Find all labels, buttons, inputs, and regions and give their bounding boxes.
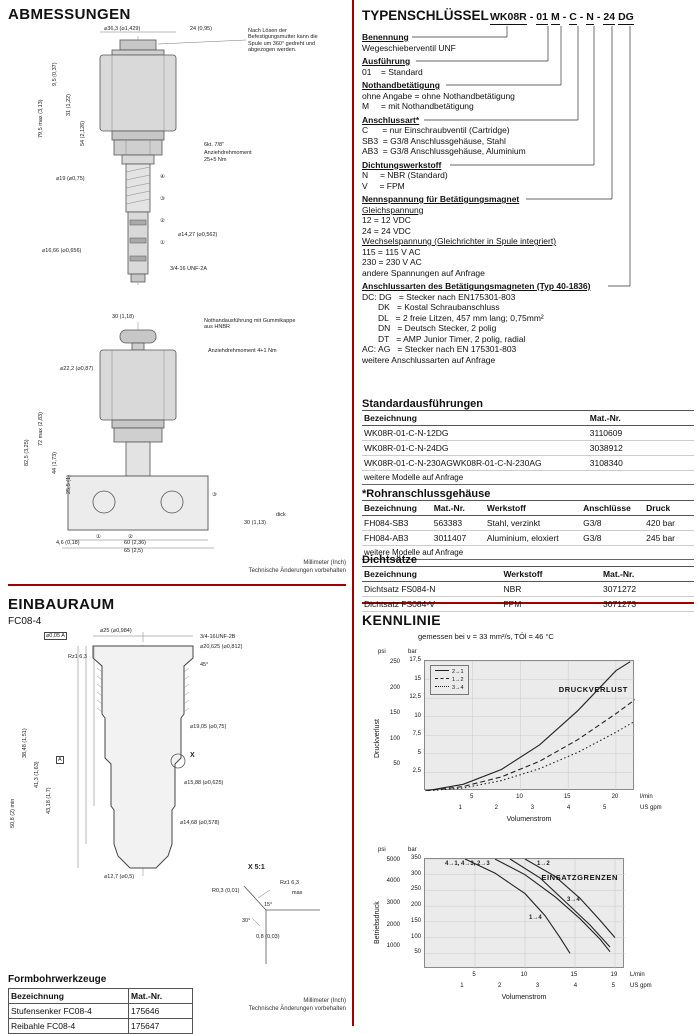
cell-matnr: 175646 — [129, 1004, 193, 1019]
einbauraum-title: EINBAURAUM — [8, 596, 115, 613]
dimension-label: X 5:1 — [248, 864, 265, 871]
dimension-label: 3/4-16 UNF-2A — [170, 266, 207, 272]
dimension-label: ③ — [160, 196, 165, 202]
chart-title: EINSATZGRENZEN — [541, 873, 618, 882]
table-footnote: weitere Modelle auf Anfrage — [362, 546, 694, 560]
dimension-label: Nach Lösen der Befestigungsmutter kann die Spule um 360° gedreht und abgezogen werden. — [248, 28, 318, 53]
tick-label: 4 — [573, 983, 578, 989]
cell-bezeichnung: Dichtsatz FS084-N — [362, 582, 501, 597]
table-row — [362, 456, 694, 471]
ts-line: DT = AMP Junior Timer, 2 polig, radial — [378, 333, 526, 344]
units-footnote — [249, 998, 346, 1014]
dimension-label: 44 (1,73) — [52, 451, 58, 474]
ts-line: 01 = Standard — [362, 66, 423, 77]
ts-line: 12 = 12 VDC — [362, 215, 411, 225]
ts-section-ausfuehrung — [362, 56, 662, 77]
ts-line: M = mit Nothandbetätigung — [362, 101, 474, 111]
tick-label: 200 — [389, 684, 400, 691]
dicht-table — [362, 566, 694, 612]
chart-druckverlust — [370, 646, 686, 838]
tick-label: 250 — [389, 658, 400, 665]
type-code-token: 24 — [603, 11, 616, 23]
type-code-token: DG — [618, 11, 634, 23]
cell-druck: 245 bar — [644, 531, 694, 546]
cell-werkstoff: Stahl, verzinkt — [485, 516, 581, 531]
dimension-label: ⌀16,66 (⌀0,656) — [42, 248, 82, 254]
ts-line: DN = Deutsch Stecker, 2 polig — [378, 323, 497, 333]
y-unit-bar: bar — [408, 649, 417, 655]
ts-section-nennspannung — [362, 194, 662, 278]
dimension-label: Nothandausführung mit Gummikappe aus HNBR — [204, 318, 296, 331]
tick-label: 150 — [389, 710, 400, 717]
column-header: Mat.-Nr. — [601, 567, 694, 582]
cell-anschluesse: G3/8 — [581, 531, 644, 546]
ts-section-anschlussart — [362, 115, 662, 157]
tick-label: 12,5 — [409, 694, 421, 701]
cell-matnr: 563383 — [432, 516, 485, 531]
cell-matnr: 3110609 — [588, 426, 694, 441]
ts-section-nothandbetaetigung — [362, 80, 662, 112]
ts-section-benennung — [362, 32, 662, 53]
kennlinie-title: KENNLINIE — [362, 612, 442, 628]
dimension-label: 24 (0,95) — [190, 26, 213, 32]
cell-werkstoff: FPM — [501, 597, 601, 612]
legend-label: 3→4 — [452, 685, 464, 691]
dimension-label: Rz1 6,3 — [280, 880, 299, 886]
ts-line: DC: DG = Stecker nach EN175301-803 — [362, 291, 516, 302]
tick-label: 200 — [410, 902, 421, 909]
ts-line: AB3 = G3/8 Anschlussgehäuse, Aluminium — [362, 146, 526, 156]
cell-matnr: 3108340 — [588, 456, 694, 471]
cell-bezeichnung: WK08R-01-C-N-24DG — [362, 441, 588, 456]
column-header: Druck — [644, 501, 694, 516]
ts-line: andere Spannungen auf Anfrage — [362, 267, 485, 278]
cavity-drawing-panel — [8, 628, 342, 972]
typenschluessel-title: TYPENSCHLÜSSEL — [362, 8, 489, 23]
footnote-line: Technische Änderungen vorbehalten — [248, 567, 346, 574]
tick-label: 50 — [393, 761, 400, 768]
cell-matnr: 3071273 — [601, 597, 694, 612]
x-ticks-gpm — [424, 805, 634, 813]
type-code-token: - — [562, 11, 567, 23]
table-row — [9, 1019, 193, 1034]
dimension-label: 72 max (2,83) — [38, 412, 44, 446]
tick-label: 2,5 — [412, 768, 421, 775]
tick-label: 350 — [410, 855, 421, 861]
column-header: Bezeichnung — [362, 501, 432, 516]
column-header: Werkstoff — [485, 501, 581, 516]
dimension-label: 30 (1,18) — [112, 314, 135, 320]
dimension-label: 4,6 (0,18) — [56, 540, 80, 546]
cell-bezeichnung: FH084-AB3 — [362, 531, 432, 546]
tick-label: 2 — [494, 805, 498, 811]
column-header: Bezeichnung — [362, 567, 501, 582]
dicht-title: Dichtsätze — [362, 554, 418, 566]
column-header: Anschlüsse — [581, 501, 644, 516]
dimension-label: 30 (1,13) — [244, 520, 267, 526]
x-unit-lmin: L/min — [630, 972, 645, 978]
dimension-label: ⌀19,05 (⌀0,75) — [190, 724, 227, 730]
dimension-label: 3/4-16UNF-2B — [200, 634, 236, 640]
tick-label: 5 — [603, 805, 607, 811]
rohranschlussgehaeuse-block — [362, 488, 694, 560]
chart-annotation: 1→4 — [529, 915, 542, 921]
tick-label: 10 — [414, 712, 421, 719]
type-code-token: - — [529, 11, 534, 23]
ts-heading: Nennspannung für Betätigungsmagnet — [362, 194, 520, 204]
x-ticks-lmin — [424, 794, 634, 802]
table-row — [362, 441, 694, 456]
ts-line: C = nur Einschraubventil (Cartridge) — [362, 125, 510, 135]
cell-bezeichnung: FH084-SB3 — [362, 516, 432, 531]
dimension-label: ⌀15,88 (⌀0,625) — [184, 780, 224, 786]
column-header: Bezeichnung — [362, 411, 588, 426]
dimension-label: 25,5 (1) — [66, 475, 72, 494]
abmessungen-title: ABMESSUNGEN — [8, 6, 131, 23]
dimension-label: ① — [160, 240, 165, 246]
y-unit-psi: psi — [378, 649, 386, 655]
ts-line: Wechselspannung (Gleichrichter in Spule integriert) — [362, 236, 557, 246]
x-unit-lmin: l/min — [640, 794, 653, 800]
cell-bezeichnung: Stufensenker FC08-4 — [9, 1004, 129, 1019]
dimension-label: ① — [96, 534, 101, 540]
table-footnote: weitere Modelle auf Anfrage — [362, 471, 694, 485]
ts-line: V = FPM — [362, 180, 405, 191]
dimension-drawing-panel — [8, 26, 342, 558]
column-divider — [352, 0, 354, 1026]
tick-label: 4 — [566, 805, 571, 811]
ts-section-dichtungswerkstoff — [362, 160, 662, 192]
table-row — [362, 426, 694, 441]
ts-line: N = NBR (Standard) — [362, 170, 448, 180]
ts-heading: Benennung — [362, 32, 409, 42]
dimension-label: 43,18 (1,7) — [46, 787, 52, 814]
ts-line: 115 = 115 V AC — [362, 246, 421, 257]
table-row — [9, 1004, 193, 1019]
type-code-token: C — [569, 11, 577, 23]
y-ticks-bar — [404, 855, 421, 968]
dimension-label: 15° — [264, 902, 273, 908]
cell-bezeichnung: Dichtsatz FS084-V — [362, 597, 501, 612]
table-row — [362, 531, 694, 546]
cell-matnr: 3038912 — [588, 441, 694, 456]
ts-line: weitere Anschlussarten auf Anfrage — [362, 354, 496, 365]
dimension-label: 9,5 (0,37) — [52, 62, 58, 86]
tick-label: 100 — [410, 933, 421, 940]
standardausfuehrungen-block — [362, 398, 694, 485]
tick-label: 15 — [414, 675, 421, 682]
chart-annotations — [425, 859, 623, 967]
column-header: Werkstoff — [501, 567, 601, 582]
ts-line: SB3 = G3/8 Anschlussgehäuse, Stahl — [362, 135, 506, 146]
column-header: Mat.-Nr. — [588, 411, 694, 426]
table-header-row — [9, 989, 193, 1004]
dimension-label: ④ — [160, 174, 165, 180]
plot-area — [424, 858, 624, 968]
dimension-label: 65 (2,5) — [124, 548, 143, 554]
dimension-label: ⌀0,05 A — [46, 633, 65, 639]
x-axis-label: Volumenstrom — [506, 816, 552, 823]
cell-bezeichnung: WK08R-01-C-N-12DG — [362, 426, 588, 441]
footnote-line: Technische Änderungen vorbehalten — [248, 1005, 346, 1012]
table-header-row — [362, 411, 694, 426]
cell-werkstoff: NBR — [501, 582, 601, 597]
y-unit-psi: psi — [378, 847, 386, 853]
chart-title: DRUCKVERLUST — [558, 685, 628, 694]
dimension-label: Anziehdrehmoment 4+1 Nm — [208, 348, 277, 354]
dimension-label: ⌀12,7 (⌀0,5) — [104, 874, 135, 880]
y-axis-label: Betriebsdruck — [374, 901, 381, 944]
x-unit-gpm: US gpm — [640, 805, 662, 811]
column-header: Mat.-Nr. — [432, 501, 485, 516]
chart-annotations — [425, 661, 633, 789]
formbohr-title: Formbohrwerkzeuge — [8, 974, 107, 985]
x-unit-gpm: US gpm — [630, 983, 652, 989]
tick-label: 19 — [610, 972, 618, 978]
ts-heading: Anschlussart* — [362, 114, 420, 125]
rohr-table — [362, 500, 694, 546]
standard-title: Standardausführungen — [362, 398, 484, 410]
dimension-label: max — [292, 890, 303, 896]
dimension-label: 45° — [200, 662, 209, 668]
dimension-label: 25+5 Nm — [204, 157, 227, 163]
cell-anschluesse: G3/8 — [581, 516, 644, 531]
measurement-conditions: gemessen bei ν = 33 mm²/s, TÖl = 46 °C — [418, 632, 554, 641]
tick-label: 5 — [611, 983, 615, 989]
dimension-label: 82,5 (3,25) — [24, 439, 30, 466]
cell-matnr: 3011407 — [432, 531, 485, 546]
y-axis-label: Druckverlust — [374, 719, 381, 758]
tick-label: 4000 — [386, 878, 400, 885]
dimension-label: X — [190, 752, 195, 759]
type-code-token: - — [579, 11, 584, 23]
x-ticks-gpm — [424, 983, 624, 991]
typenschluessel-block — [362, 32, 662, 368]
ts-line: 230 = 230 V AC — [362, 257, 422, 267]
dimension-label: ⌀36,3 (⌀1,429) — [104, 26, 141, 32]
tick-label: 1000 — [386, 943, 400, 950]
type-code-token: 01 — [536, 11, 548, 23]
column-header: Bezeichnung — [9, 989, 129, 1004]
ts-line: Gleichspannung — [362, 204, 424, 215]
cell-matnr: 175647 — [129, 1019, 193, 1034]
left-column — [8, 6, 346, 1031]
table-row — [362, 516, 694, 531]
dimension-label: ⌀25 (⌀0,984) — [100, 628, 132, 634]
cell-werkstoff: Aluminium, eloxiert — [485, 531, 581, 546]
tick-label: 2 — [498, 983, 502, 989]
footnote-line: Millimeter (Inch) — [303, 998, 346, 1004]
tick-label: 20 — [611, 794, 619, 800]
footnote-line: Millimeter (Inch) — [303, 560, 346, 566]
ts-section-anschlussarten-magnet — [362, 281, 662, 365]
units-footnote — [249, 560, 346, 576]
dichtsaetze-block — [362, 554, 694, 612]
y-unit-bar: bar — [408, 847, 417, 853]
y-ticks-psi — [376, 660, 400, 790]
dimension-label: ⌀22,2 (⌀0,87) — [60, 366, 94, 372]
dimension-label: 6kt. 7/8" — [204, 142, 224, 148]
x-axis-label: Volumenstrom — [501, 994, 547, 1001]
tick-label: 150 — [410, 917, 421, 924]
ts-line: AC: AG = Stecker nach EN 175301-803 — [362, 344, 517, 354]
ts-heading: Nothandbetätigung — [362, 80, 440, 90]
table-header-row — [362, 567, 694, 582]
tick-label: 3 — [530, 805, 535, 811]
dimension-label: ⌀14,27 (⌀0,562) — [178, 232, 218, 238]
cell-matnr: 3071272 — [601, 582, 694, 597]
tick-label: 15 — [570, 972, 578, 978]
dimension-label: 79,5 max (3,13) — [38, 99, 44, 138]
chart-einsatzgrenzen — [370, 844, 686, 1009]
tick-label: 300 — [410, 870, 421, 877]
right-column — [362, 6, 694, 1022]
tick-label: 2000 — [386, 921, 400, 928]
dimension-label: dick — [276, 512, 286, 518]
tick-label: 5 — [470, 794, 474, 800]
ts-line: ohne Angabe = ohne Nothandbetätigung — [362, 90, 515, 101]
valve-dimension-drawing — [8, 26, 338, 558]
dimension-label: Anziehdrehmoment — [204, 150, 252, 156]
cavity-drawing — [8, 628, 338, 972]
tick-label: 100 — [389, 735, 400, 742]
dimension-label: ⌀19 (⌀0,75) — [56, 176, 85, 182]
tick-label: 10 — [520, 972, 528, 978]
type-code-token: M — [550, 11, 560, 23]
tick-label: 50 — [414, 949, 421, 956]
tick-label: 5 — [472, 972, 476, 978]
chart-annotation: 3→4 — [567, 897, 580, 903]
type-code — [490, 11, 637, 25]
tick-label: 5 — [417, 749, 421, 756]
y-ticks-bar — [404, 657, 421, 790]
plot-area — [424, 660, 634, 790]
tick-label: 10 — [516, 794, 523, 800]
chart-annotation: 4→1, 4→3, 2→3 — [445, 861, 490, 867]
tick-label: 17,5 — [409, 657, 421, 663]
table-row — [362, 582, 694, 597]
dimension-label: 0,8 (0,03) — [256, 934, 280, 940]
tick-label: 1 — [460, 983, 464, 989]
legend-label: 1→2 — [452, 677, 464, 683]
dimension-label: 50,8 (2) min — [10, 798, 16, 828]
tick-label: 7,5 — [412, 731, 421, 738]
dimension-label: ③ — [212, 492, 217, 498]
type-code-token: - — [596, 11, 601, 23]
cell-bezeichnung: WK08R-01-C-N-230AGWK08R-01-C-N-230AG — [362, 456, 588, 471]
ts-heading: Anschlussarten des Betätigungsmagneten (Typ 40-1836) — [362, 281, 591, 291]
ts-line: Wegeschieberventil UNF — [362, 42, 456, 53]
table-row — [362, 597, 694, 612]
standard-table — [362, 410, 694, 471]
cell-druck: 420 bar — [644, 516, 694, 531]
ts-heading: Ausführung — [362, 56, 411, 66]
type-code-token: WK08R — [490, 11, 527, 23]
ts-heading: Dichtungswerkstoff — [362, 159, 442, 170]
tick-label: 15 — [563, 794, 571, 800]
tick-label: 250 — [410, 886, 421, 893]
dimension-label: R0,3 (0,01) — [212, 888, 240, 894]
einbauraum-subtitle: FC08-4 — [8, 616, 42, 627]
tick-label: 1 — [458, 805, 462, 811]
dimension-label: 60 (2,36) — [124, 540, 147, 546]
dimension-label: 31 (1,22) — [66, 93, 72, 116]
dimension-label: ② — [128, 534, 133, 540]
table-header-row — [362, 501, 694, 516]
ts-line: 24 = 24 VDC — [362, 225, 411, 236]
dimension-label: 54 (2,126) — [80, 120, 86, 146]
dimension-label: ⌀20,625 (⌀0,812) — [200, 644, 243, 650]
y-ticks-psi — [376, 858, 400, 968]
ts-line: DL = 2 freie Litzen, 457 mm lang; 0,75mm² — [378, 312, 544, 323]
type-code-token: N — [586, 11, 594, 23]
tick-label: 3 — [535, 983, 540, 989]
tick-label: 5000 — [386, 856, 400, 863]
chart-annotation: 1→2 — [537, 861, 550, 867]
x-ticks-lmin — [424, 972, 624, 980]
rohr-title: *Rohranschlussgehäuse — [362, 488, 491, 500]
cell-bezeichnung: Reibahle FC08-4 — [9, 1019, 129, 1034]
dimension-label: 30° — [242, 918, 251, 924]
dimension-label: A — [58, 757, 62, 763]
formbohr-table — [8, 988, 193, 1034]
legend-label: 2→1 — [452, 669, 464, 675]
dimension-label: 38,48 (1,51) — [22, 728, 28, 758]
dimension-label: ② — [160, 218, 165, 224]
dimension-label: Rz1 6,3 — [68, 654, 87, 660]
dimension-label: ⌀14,68 (⌀0,578) — [180, 820, 220, 826]
dimension-label: 41,3 (1,63) — [34, 761, 40, 788]
column-header: Mat.-Nr. — [129, 989, 193, 1004]
ts-line: DK = Kostal Schraubanschluss — [378, 302, 500, 312]
tick-label: 3000 — [386, 900, 400, 906]
